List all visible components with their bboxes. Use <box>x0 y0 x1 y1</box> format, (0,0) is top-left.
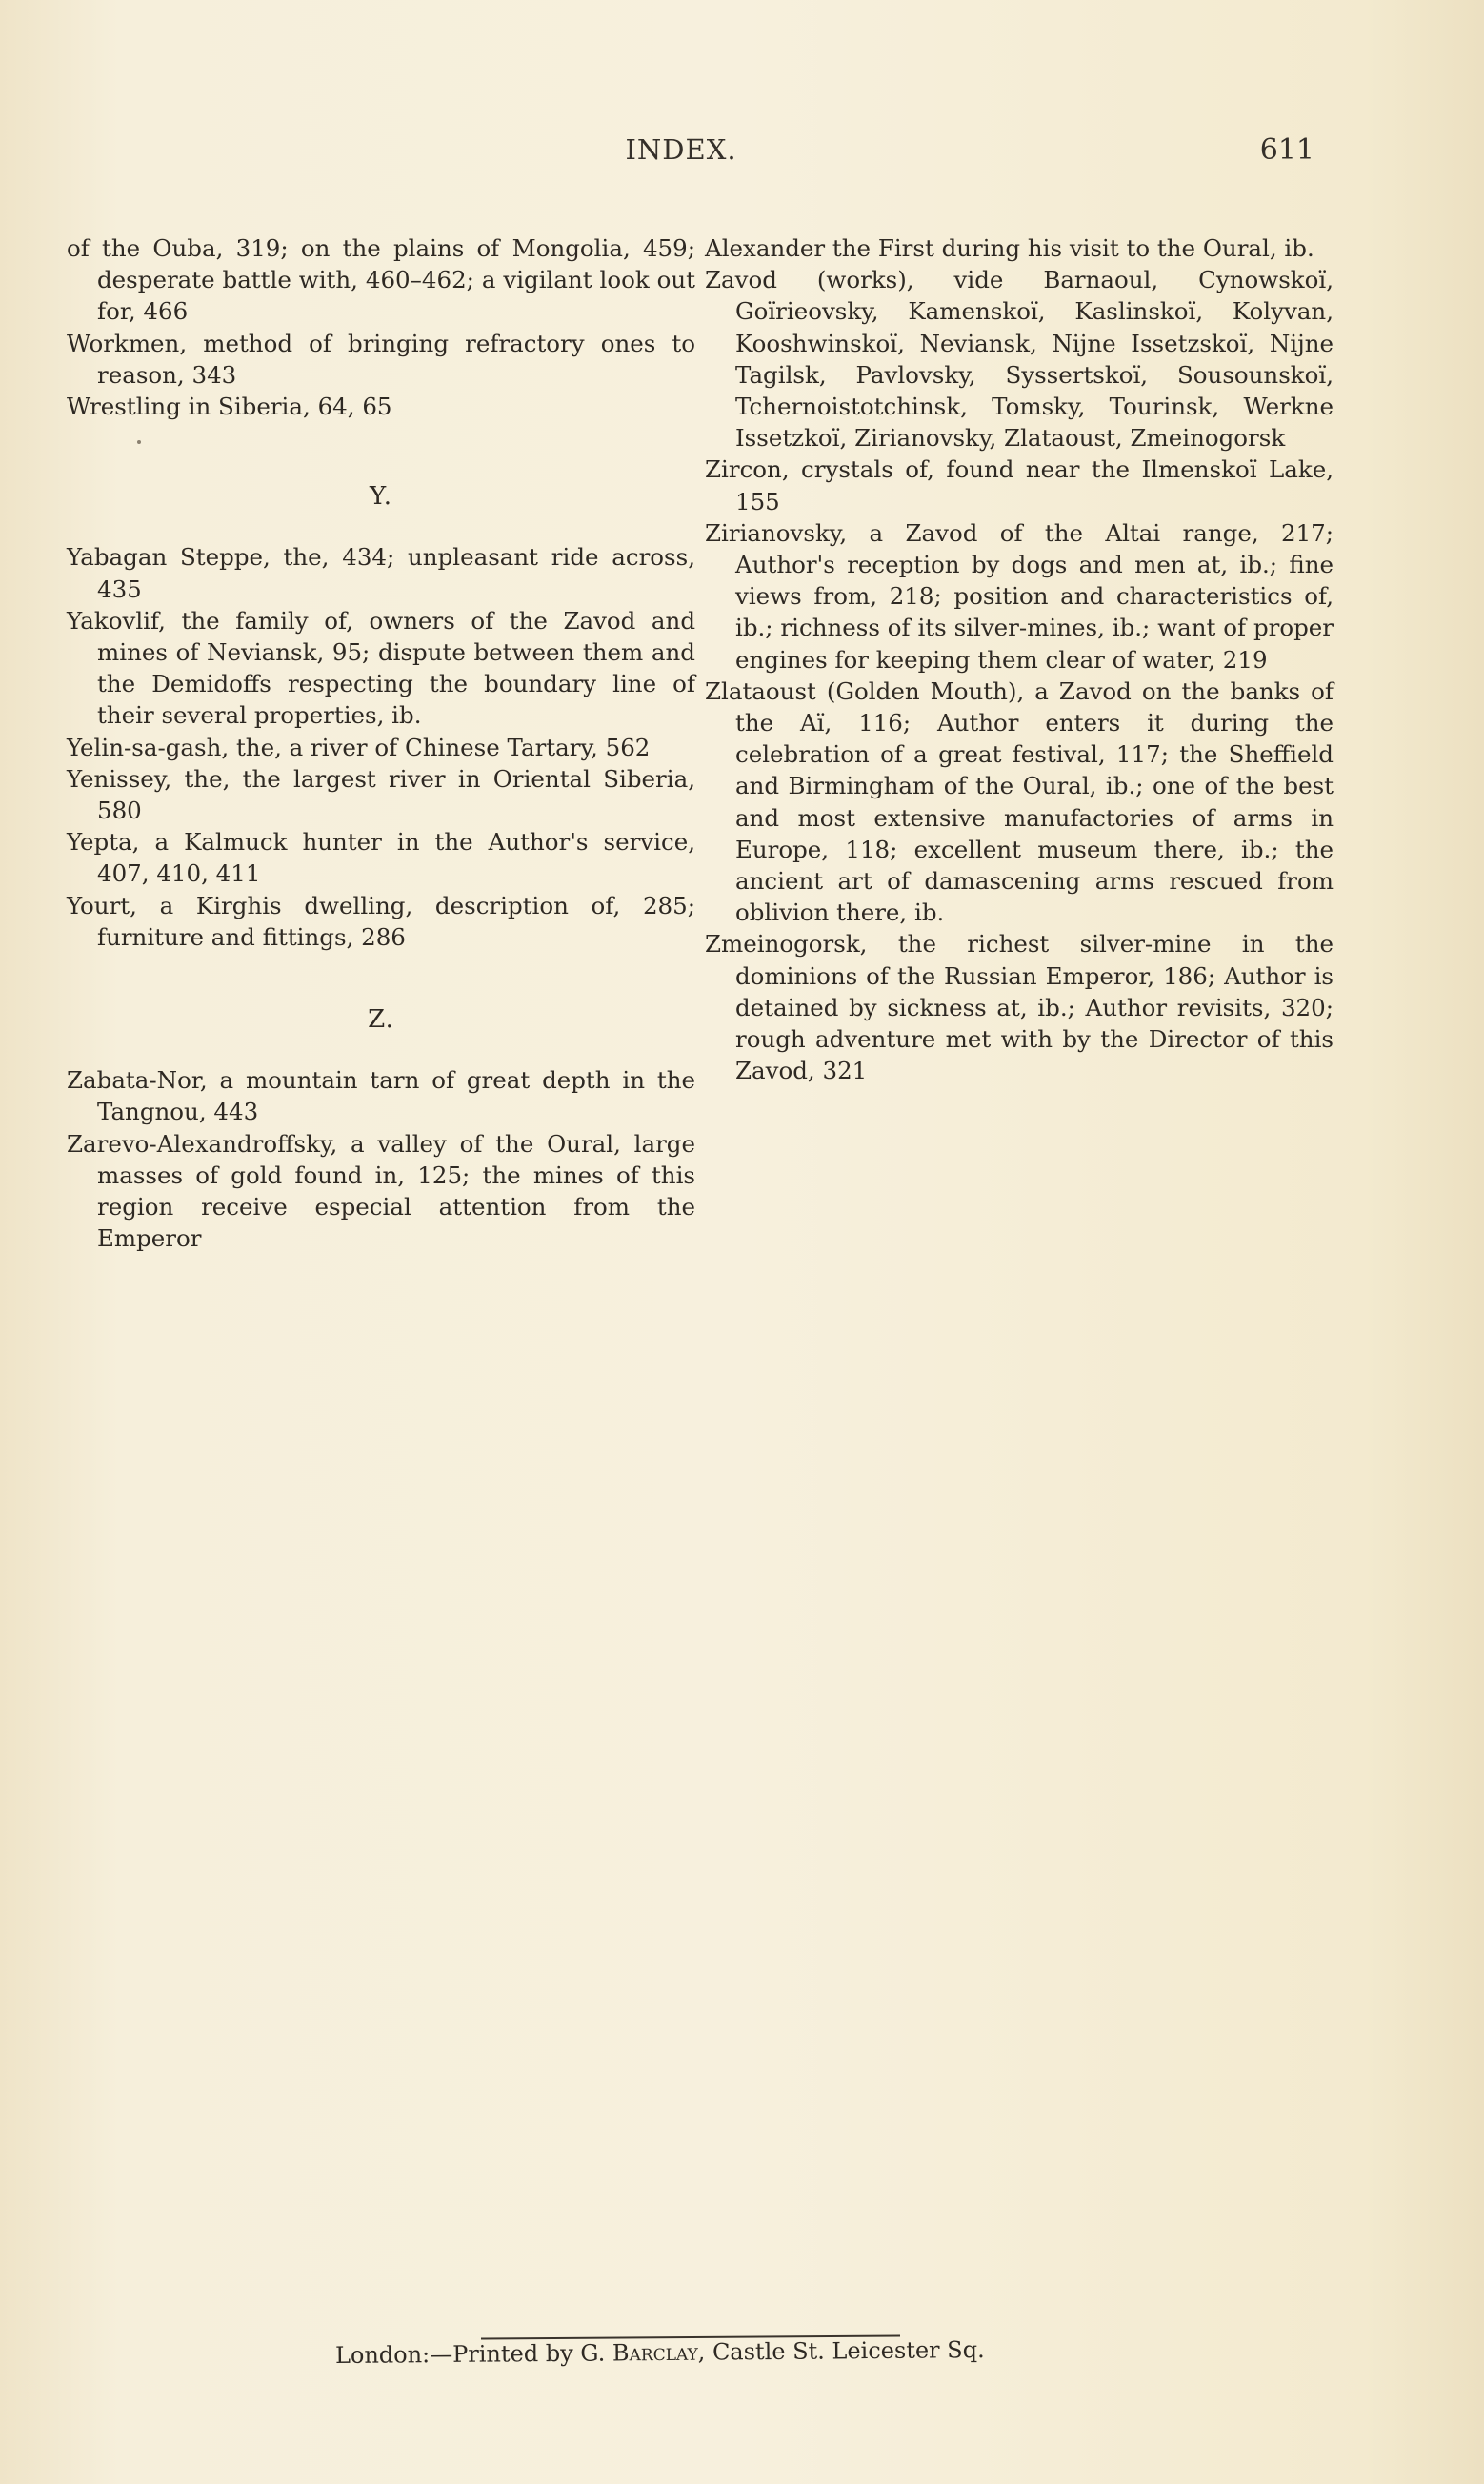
index-entry: Yakovlif, the family of, owners of the Zavod and mines of Neviansk, 95; dispute between them and the Demidoffs respecting the boundary line of their several properties, ib. <box>67 606 695 730</box>
index-entry: Yourt, a Kirghis dwelling, description of, 285; furniture and fittings, 286 <box>67 891 695 951</box>
index-entry: Wrestling in Siberia, 64, 65 <box>67 393 392 421</box>
index-entry: Alexander the First during his visit to the Oural, ib. <box>705 234 1314 262</box>
imprint-prefix: London:—Printed by G. <box>334 2339 613 2369</box>
right-column <box>705 232 1334 1086</box>
running-title: INDEX. <box>625 133 737 166</box>
index-entry: Yepta, a Kalmuck hunter in the Author's service, 407, 410, 411 <box>67 828 695 888</box>
section-letter-y: Y. <box>369 482 393 512</box>
imprint-printer-name: Barclay <box>612 2338 698 2367</box>
left-column <box>67 232 695 1254</box>
index-entry: Yelin-sa-gash, the, a river of Chinese Tartary, 562 <box>67 733 651 761</box>
imprint-suffix: , Castle St. Leicester Sq. <box>697 2336 985 2366</box>
index-entry: Zirianovsky, a Zavod of the Altai range, 217; Author's reception by dogs and men at, ib.; fine views from, 218; position and characteristics of, ib.; richness of its silver-mines, ib.; want of proper engines for keeping them clear of water, 219 <box>705 518 1334 674</box>
index-entry: Yenissey, the, the largest river in Oriental Siberia, 580 <box>67 764 695 825</box>
index-entry: Zarevo-Alexandroffsky, a valley of the Oural, large masses of gold found in, 125; the mines of this region receive especial attention from the Emperor <box>67 1129 695 1253</box>
index-entry: Zlataoust (Golden Mouth), a Zavod on the banks of the Aï, 116; Author enters it during the celebration of a great festival, 117; the Sheffield and Birmingham of the Oural, ib.; one of the best and most extensive manufactories of arms in Europe, 118; excellent museum there, ib.; the ancient art of damascening arms rescued from oblivion there, ib. <box>705 677 1334 927</box>
index-entry: Zavod (works), vide Barnaoul, Cynowskoï, Goïrieovsky, Kamenskoï, Kaslinskoï, Kolyvan, Kooshwinskoï, Neviansk, Nijne Issetzskoï, Nijne Tagilsk, Pavlovsky, Syssertskoï, Sousounskoï, Tchernoistotchinsk, Tomsky, Tourinsk, Werkne Issetzkoï, Zirianovsky, Zlataoust, Zmeinogorsk <box>705 266 1334 453</box>
page-header <box>0 133 1484 181</box>
index-entry: Zabata-Nor, a mountain tarn of great depth in the Tangnou, 443 <box>67 1066 695 1126</box>
index-entry: of the Ouba, 319; on the plains of Mongolia, 459; desperate battle with, 460–462; a vigilant look out for, 466 <box>67 234 695 326</box>
page-number: 611 <box>1259 133 1314 167</box>
index-entry: Yabagan Steppe, the, 434; unpleasant ride across, 435 <box>67 543 695 603</box>
index-entry: Workmen, method of bringing refractory ones to reason, 343 <box>67 329 695 389</box>
index-entry: Zmeinogorsk, the richest silver-mine in the dominions of the Russian Emperor, 186; Author is detained by sickness at, ib.; Author revisits, 320; rough adventure met with by the Director of this Zavod, 321 <box>705 930 1334 1085</box>
printer-imprint <box>335 2334 1154 2369</box>
index-entry: Zircon, crystals of, found near the Ilmenskoï Lake, 155 <box>705 455 1334 515</box>
section-letter-z: Z. <box>368 1005 394 1035</box>
